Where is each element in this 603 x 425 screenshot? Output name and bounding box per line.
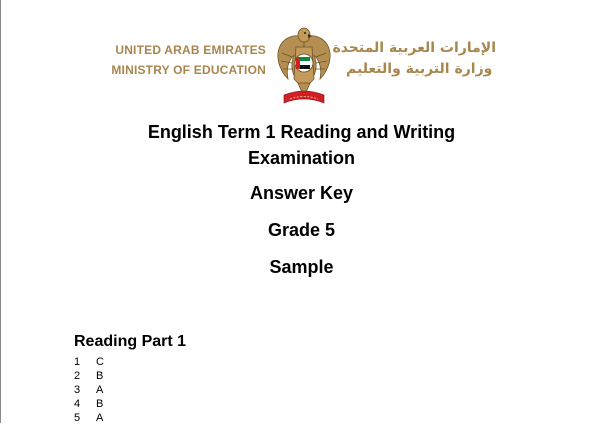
letterhead bbox=[0, 23, 603, 115]
letterhead-ministry-ar: وزارة التربية والتعليم bbox=[346, 61, 493, 77]
question-number: 1 bbox=[74, 356, 81, 368]
question-number: 5 bbox=[74, 412, 81, 424]
answer-letter: B bbox=[96, 370, 104, 382]
question-number: 4 bbox=[74, 398, 81, 410]
answer-letter: A bbox=[96, 412, 104, 424]
answer-letter: A bbox=[96, 384, 104, 396]
reading-part-1-section bbox=[74, 331, 186, 425]
question-number: 3 bbox=[74, 384, 81, 396]
grade-heading: Grade 5 bbox=[267, 220, 336, 240]
answer-list bbox=[74, 355, 186, 425]
document-title-line-2: Examination bbox=[247, 148, 356, 168]
uae-falcon-emblem-icon bbox=[274, 23, 334, 109]
document-title bbox=[132, 119, 472, 171]
title-block bbox=[0, 119, 603, 280]
reading-part-1-heading: Reading Part 1 bbox=[74, 333, 187, 350]
letterhead-ministry-en: MINISTRY OF EDUCATION bbox=[111, 63, 266, 77]
answer-row bbox=[74, 383, 186, 397]
document-title-line-1: English Term 1 Reading and Writing bbox=[147, 122, 456, 142]
answer-row bbox=[74, 369, 186, 383]
answer-row bbox=[74, 397, 186, 411]
letterhead-country-ar: الإمارات العربية المتحدة bbox=[332, 40, 496, 56]
answer-row bbox=[74, 355, 186, 369]
answer-key-heading: Answer Key bbox=[249, 183, 354, 203]
question-number: 2 bbox=[74, 370, 81, 382]
sample-heading: Sample bbox=[269, 257, 334, 277]
answer-letter: B bbox=[96, 398, 104, 410]
answer-letter: C bbox=[96, 356, 104, 368]
letterhead-country-en: UNITED ARAB EMIRATES bbox=[115, 43, 266, 57]
